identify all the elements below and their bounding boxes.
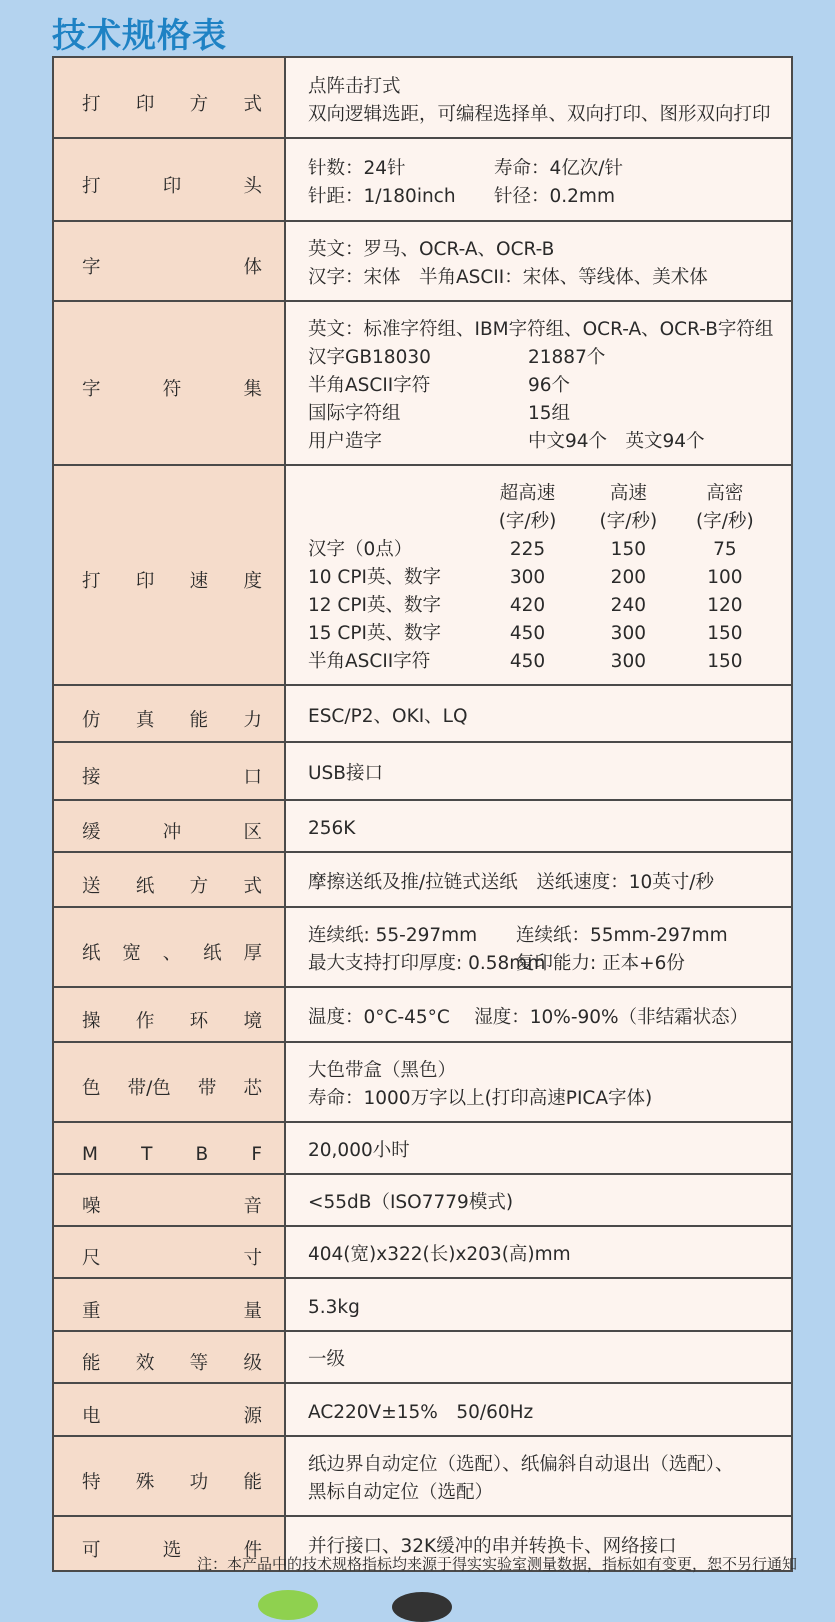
speed-column-header [578,480,679,536]
spec-label-char: 效 [135,1353,155,1374]
spec-label-char: 境 [243,1010,262,1032]
spec-value-pair [308,922,771,950]
spec-value-line: 并行接口、32K缓冲的串并转换卡、网络接口 [308,1535,677,1557]
spec-label-char: 速 [189,571,209,592]
spec-label-char: 送 [82,875,101,897]
speed-row-label: 10 CPI英、数字 [308,567,441,588]
spec-value-line: 温度：0°C-45°C 湿度：10%-90%（非结霜状态） [308,1006,749,1028]
speed-header-text: (字/秒) [498,511,557,532]
spec-value [285,57,792,138]
spec-value-pair [308,400,771,428]
spec-value-line: AC220V±15% 50/60Hz [308,1401,534,1423]
spec-value [285,987,792,1042]
spec-label-char: 、 [162,943,182,964]
dark-decoration [392,1592,452,1622]
speed-value: 225 [509,539,546,560]
spec-label-char: 口 [243,767,262,788]
spec-value-line: ESC/P2、OKI、LQ [308,705,468,727]
spec-row [53,800,792,852]
spec-row [53,987,792,1042]
spec-label-char: M [82,1144,98,1165]
spec-value [285,800,792,852]
spec-label [53,907,285,987]
spec-label-char: 功 [189,1472,209,1493]
spec-row [53,685,792,742]
pair-value: 针径：0.2mm [494,185,615,207]
spec-value [285,1278,792,1331]
spec-label-char: 印 [135,571,155,592]
spec-label-char: 缓 [82,822,101,843]
pair-key: 连续纸: 55-297mm [308,925,478,946]
spec-value [285,1226,792,1278]
spec-label-char: 寸 [243,1248,262,1269]
spec-row [53,138,792,221]
spec-value [285,1436,792,1516]
spec-value-line: 双向逻辑选距，可编程选择单、双向打印、图形双向打印 [308,103,771,125]
spec-label [53,685,285,742]
pair-key: 半角ASCII字符 [308,375,431,396]
spec-value [285,1383,792,1436]
speed-value: 150 [707,623,743,644]
pair-key: 用户造字 [308,431,383,452]
spec-label-char: 真 [135,709,155,731]
speed-row-label: 12 CPI英、数字 [308,595,441,616]
spec-label-char: 音 [243,1196,262,1217]
speed-row [308,536,771,564]
spec-label-char: 度 [243,571,262,592]
speed-row [308,564,771,592]
pair-key: 最大支持打印厚度: 0.58mm [308,953,546,974]
speed-value: 120 [707,595,743,616]
speed-value: 420 [509,595,546,616]
pair-key: 针距：1/180inch [308,185,456,207]
spec-row [53,1383,792,1436]
spec-label-char: 宽 [122,943,141,964]
spec-label-char: 仿 [82,709,101,731]
spec-label-char: 式 [243,93,262,115]
spec-label [53,1226,285,1278]
spec-label-char: 厚 [243,943,262,964]
spec-label-char: 集 [243,379,262,400]
spec-label-char: 能 [243,1472,262,1493]
spec-label [53,852,285,907]
spec-row [53,1226,792,1278]
spec-value-pair [308,183,771,211]
spec-value [285,465,792,685]
spec-label-char: F [251,1144,262,1165]
spec-label-char: 环 [189,1010,209,1032]
spec-label-char: 量 [243,1300,262,1322]
spec-row [53,907,792,987]
speed-value: 150 [610,539,646,560]
pair-key: 针数：24针 [308,157,406,179]
pair-value: 21887个 [528,347,606,368]
spec-label [53,800,285,852]
spec-label-char: 作 [135,1010,155,1032]
speed-row-label: 15 CPI英、数字 [308,623,441,644]
speed-row-label: 汉字（0点） [308,539,413,560]
spec-label [53,1436,285,1516]
spec-label-char: 印 [135,93,155,115]
speed-row [308,648,771,676]
spec-label-char: 殊 [135,1472,155,1493]
spec-label-char: 带/色 [127,1078,171,1099]
spec-row [53,742,792,800]
spec-label-char: 方 [189,875,209,897]
spec-value-line: <55dB（ISO7779模式) [308,1192,514,1213]
spec-value [285,301,792,465]
spec-label-char: 操 [82,1010,101,1032]
spec-value-line: 英文：标准字符组、IBM字符组、OCR-A、OCR-B字符组 [308,319,774,340]
spec-value-line: 寿命：1000万字以上(打印高速PICA字体) [308,1088,653,1109]
spec-label-char: 纸 [203,943,222,964]
spec-value-pair [308,372,771,400]
spec-value-line: 纸边界自动定位（选配）、纸偏斜自动退出（选配）、 [308,1454,734,1475]
spec-value [285,1122,792,1174]
pair-key: 国际字符组 [308,403,401,424]
spec-row [53,1122,792,1174]
spec-label-char: 源 [243,1405,262,1427]
speed-header-text: (字/秒) [599,511,658,532]
speed-value: 75 [713,539,737,560]
spec-value [285,742,792,800]
spec-label-char: 芯 [243,1078,262,1099]
spec-value-line: 一级 [308,1349,346,1370]
spec-value-line: 大色带盒（黑色） [308,1060,457,1081]
spec-label-char: B [195,1144,209,1165]
speed-value: 150 [707,651,743,672]
spec-label-char: 纸 [82,943,101,964]
spec-row [53,1042,792,1122]
speed-row [308,592,771,620]
speed-value: 240 [610,595,646,616]
speed-value: 300 [610,623,646,644]
pair-value: 复印能力: 正本+6份 [516,953,685,974]
spec-label-char: 能 [189,709,209,731]
spec-row [53,1278,792,1331]
speed-row [308,620,771,648]
spec-row [53,57,792,138]
spec-value [285,907,792,987]
spec-value-pair [308,428,771,456]
spec-value-line: 20,000小时 [308,1140,410,1161]
spec-label-char: 符 [162,379,182,400]
footnote: 注：本产品中的技术规格指标均来源于得实实验室测量数据，指标如有变更，恕不另行通知 [196,1555,797,1573]
speed-value: 200 [610,567,646,588]
spec-row [53,301,792,465]
spec-label-char: 体 [243,257,262,278]
pair-value: 96个 [528,375,571,396]
spec-value-pair [308,344,771,372]
speed-value: 300 [610,651,646,672]
green-decoration [258,1590,318,1620]
spec-label-char: 头 [243,175,262,197]
spec-value-line: 英文：罗马、OCR-A、OCR-B [308,239,555,260]
spec-label [53,221,285,301]
spec-label-char: 纸 [135,875,155,897]
spec-label-char: 级 [243,1353,262,1374]
speed-header-text: (字/秒) [696,511,754,532]
speed-header-text: 高速 [609,483,647,504]
spec-label [53,987,285,1042]
spec-label-char: 力 [243,709,262,731]
pair-value: 寿命：4亿次/针 [494,157,624,179]
spec-label [53,1331,285,1383]
speed-header-text: 高密 [706,483,744,504]
spec-value-line: 汉字：宋体 半角ASCII：宋体、等线体、美术体 [308,267,708,288]
page-title: 技术规格表 [52,16,227,56]
spec-label-char: 式 [243,875,262,897]
spec-label-char: 带 [197,1078,217,1099]
pair-value: 中文94个 英文94个 [528,431,705,452]
spec-label [53,1383,285,1436]
spec-label [53,1042,285,1122]
spec-value [285,1174,792,1226]
spec-value [285,685,792,742]
spec-label [53,465,285,685]
spec-label [53,1122,285,1174]
spec-row [53,1174,792,1226]
spec-value-line: USB接口 [308,763,383,784]
speed-header [308,480,771,536]
spec-label-char: 特 [82,1472,101,1493]
spec-row [53,852,792,907]
spec-value [285,1331,792,1383]
spec-value-line: 黑标自动定位（选配） [308,1482,494,1503]
spec-label-char: 电 [82,1405,101,1427]
spec-label-char: 方 [189,93,209,115]
speed-value: 450 [509,623,546,644]
pair-value: 15组 [528,403,571,424]
spec-label-char: 重 [82,1300,101,1322]
spec-label [53,301,285,465]
spec-label-char: 可 [82,1539,101,1561]
spec-label [53,1174,285,1226]
spec-value [285,1042,792,1122]
spec-value [285,138,792,221]
spec-label-char: 字 [82,379,101,400]
speed-column-header [679,480,771,536]
spec-label-char: 印 [162,175,182,197]
spec-row [53,465,792,685]
spec-label-char: 区 [243,822,262,843]
spec-label-char: 噪 [82,1196,101,1217]
spec-value-line: 摩擦送纸及推/拉链式送纸 送纸速度：10英寸/秒 [308,871,715,893]
spec-label [53,742,285,800]
spec-label-char: 等 [189,1353,209,1374]
speed-value: 300 [509,567,546,588]
spec-label-char: 尺 [82,1248,101,1269]
speed-row-label: 半角ASCII字符 [308,651,431,672]
spec-label-char: 冲 [162,822,182,843]
spec-label-char: 打 [82,571,101,592]
spec-label-char: T [141,1144,153,1165]
spec-label-char: 字 [82,257,101,278]
spec-table [52,56,793,1572]
speed-value: 100 [707,567,743,588]
spec-label [53,57,285,138]
spec-value [285,221,792,301]
spec-value-pair [308,155,771,183]
speed-value: 450 [509,651,546,672]
spec-label [53,138,285,221]
spec-label-char: 打 [82,175,101,197]
spec-value-line: 256K [308,818,356,839]
spec-row [53,1436,792,1516]
spec-label-char: 选 [162,1539,182,1561]
spec-value-pair [308,950,771,978]
spec-label-char: 色 [82,1078,101,1099]
spec-row [53,221,792,301]
spec-label-char: 打 [82,93,101,115]
spec-label-char: 能 [82,1353,101,1374]
spec-label-char: 接 [82,767,101,788]
speed-header-text: 超高速 [499,483,556,504]
spec-label-char: 件 [243,1539,262,1561]
pair-key: 汉字GB18030 [308,347,431,368]
spec-value-line: 5.3kg [308,1296,360,1318]
pair-value: 连续纸：55mm-297mm [516,925,728,946]
spec-value-line: 404(宽)x322(长)x203(高)mm [308,1244,571,1265]
spec-label [53,1278,285,1331]
spec-value [285,852,792,907]
speed-column-header [477,480,578,536]
spec-row [53,1331,792,1383]
spec-value-line: 点阵击打式 [308,75,401,97]
